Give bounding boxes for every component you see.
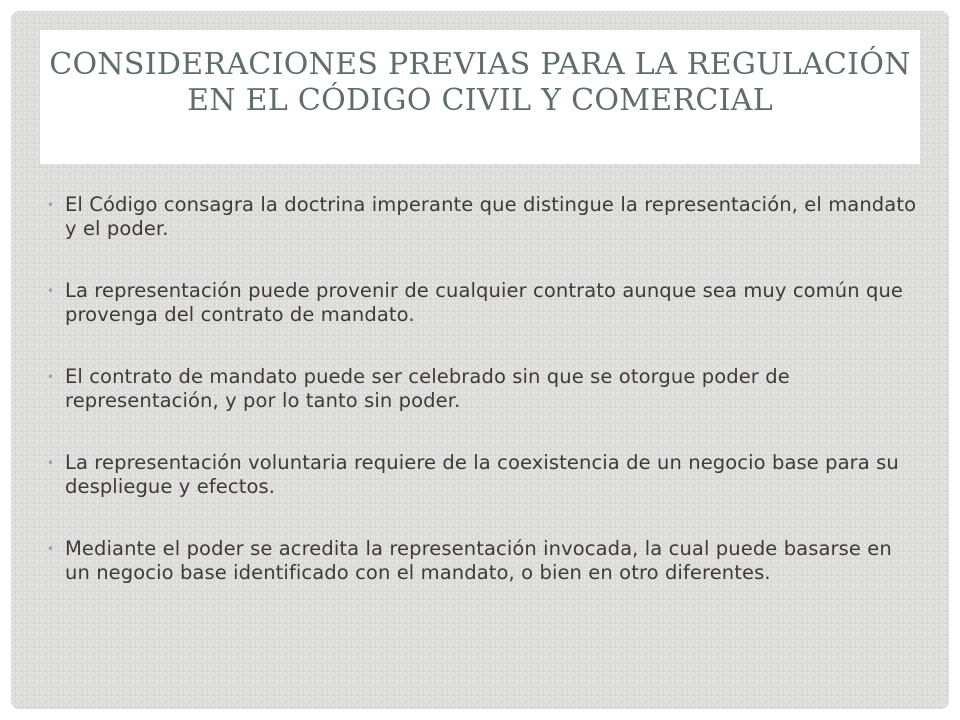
bullet-text: El contrato de mandato puede ser celebrado sin que se otorgue poder de representación, y por lo tanto sin poder. (65, 365, 790, 412)
bullet-item (47, 279, 917, 327)
bullet-dot-icon: • (47, 198, 55, 212)
bullet-dot-icon: • (47, 370, 55, 384)
bullet-item (47, 193, 917, 241)
bullet-item (47, 365, 917, 413)
bullet-dot-icon: • (47, 284, 55, 298)
bullet-text: El Código consagra la doctrina imperante que distingue la representación, el mandato y el poder. (65, 193, 917, 240)
bullet-item (47, 451, 917, 499)
title-box (40, 30, 920, 164)
bullet-dot-icon: • (47, 456, 55, 470)
bullet-text: La representación puede provenir de cualquier contrato aunque sea muy común que provenga del contrato de mandato. (65, 279, 904, 326)
bullet-list (47, 193, 917, 623)
slide-title: CONSIDERACIONES PREVIAS PARA LA REGULACIÓN EN EL CÓDIGO CIVIL Y COMERCIAL (49, 47, 911, 118)
bullet-text: Mediante el poder se acredita la representación invocada, la cual puede basarse en un negocio base identificado con el mandato, o bien en otro diferentes. (65, 537, 892, 584)
bullet-text: La representación voluntaria requiere de la coexistencia de un negocio base para su despliegue y efectos. (65, 451, 899, 498)
bullet-item (47, 537, 917, 585)
bullet-dot-icon: • (47, 542, 55, 556)
